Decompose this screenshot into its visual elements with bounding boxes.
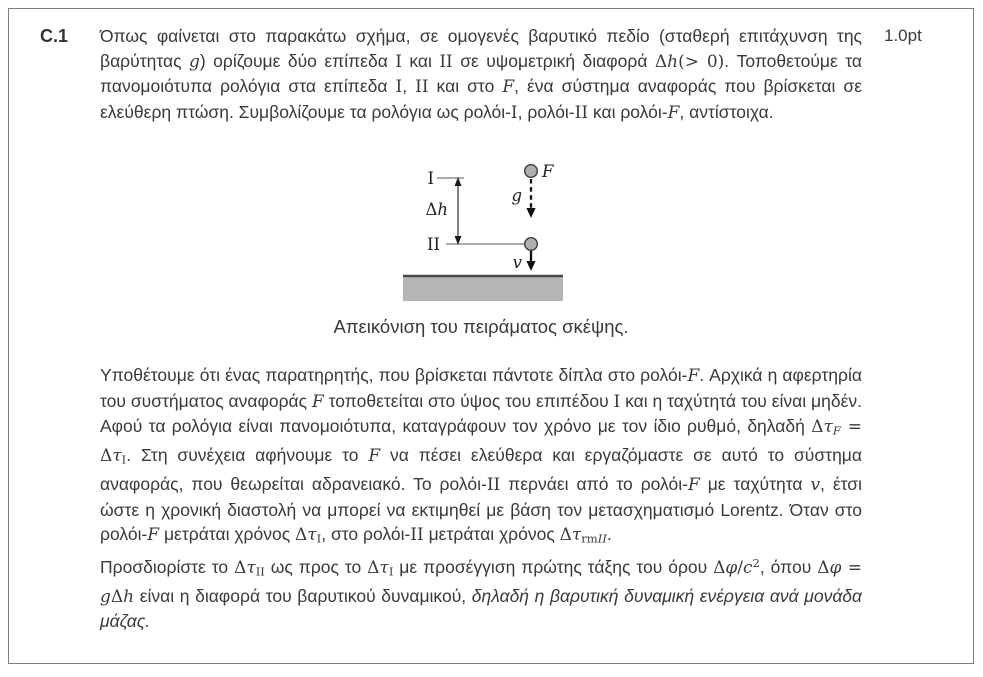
label-delta-h: Δh [425, 200, 448, 219]
velocity-arrow [526, 251, 535, 271]
delta-h-measure-arrow [455, 177, 462, 245]
points-value: 1.0pt [884, 26, 922, 45]
task-paragraph: Προσδιορίστε το ΔτII ως προς το ΔτI με προσέγγιση πρώτης τάξης του όρου $\Delta\varphi/c^2$, όπου Δφ = gΔh είναι η διαφορά του βαρυτικού δυναμικού, δηλαδή η βαρυτική δυναμική ενέργεια ανά μονάδα μάζας. [100, 556, 862, 632]
label-g: g [511, 186, 522, 205]
level-ii-ball [525, 238, 538, 251]
figure-caption: Απεικόνιση του πειράματος σκέψης. [333, 316, 629, 337]
problem-number: C.1 [40, 26, 69, 46]
gravity-arrow [526, 179, 535, 218]
setup-paragraph: Υποθέτουμε ότι ένας παρατηρητής, που βρίσκεται πάντοτε δίπλα στο ρολόι-F. Αρχικά η αφερτηρία του συστήματος αναφοράς F τοποθετείται στο ύψος του επιπέδου I και η ταχύτητά του είναι μηδέν. Αφού τα ρολόγια είναι πανομοιότυπα, καταγράφουν τον χρόνο με τον ίδιο ρυθμό, δηλαδή ΔτF = ΔτI. Στη συνέχεια αφήνουμε το F να πέσει ελεύθερα και εργαζόμαστε σε αυτό το σύστημα αναφοράς, που θεωρείται αδρανειακό. Το ρολόι-II περνάει από το ρολόι-F με ταχύτητα v, έτσι ώστε η χρονική διαστολή να μπορεί να εκτιμηθεί με βάση τον μετασχηματισμό Lorentz. Όταν στο ρολόι-F μετράται χρόνος ΔτI, στο ρολόι-II μετράται χρόνος ΔτrmII. [100, 365, 863, 546]
frame-f-ball [525, 165, 538, 178]
label-frame-f: F [542, 162, 554, 181]
label-level-ii: II [426, 235, 440, 254]
intro-paragraph: Όπως φαίνεται στο παρακάτω σχήμα, σε ομογενές βαρυτικό πεδίο (σταθερή επιτάχυνση της βαρύτητας g) ορίζουμε δύο επίπεδα I και II σε υψομετρική διαφορά Δh(> 0). Τοποθετούμε τα πανομοιότυπα ρολόγια στα επίπεδα I, II και στο F, ένα σύστημα αναφοράς που βρίσκεται σε ελεύθερη πτώση. Συμβολίζουμε τα ρολόγια ως ρολόι-I, ρολόι-II και ρολόι-F, αντίστοιχα. [100, 26, 862, 123]
thought-experiment-figure [393, 158, 593, 306]
label-v: v [512, 253, 522, 272]
problem-body [100, 363, 862, 634]
label-level-i: I [427, 169, 434, 188]
ground-block [403, 276, 563, 301]
